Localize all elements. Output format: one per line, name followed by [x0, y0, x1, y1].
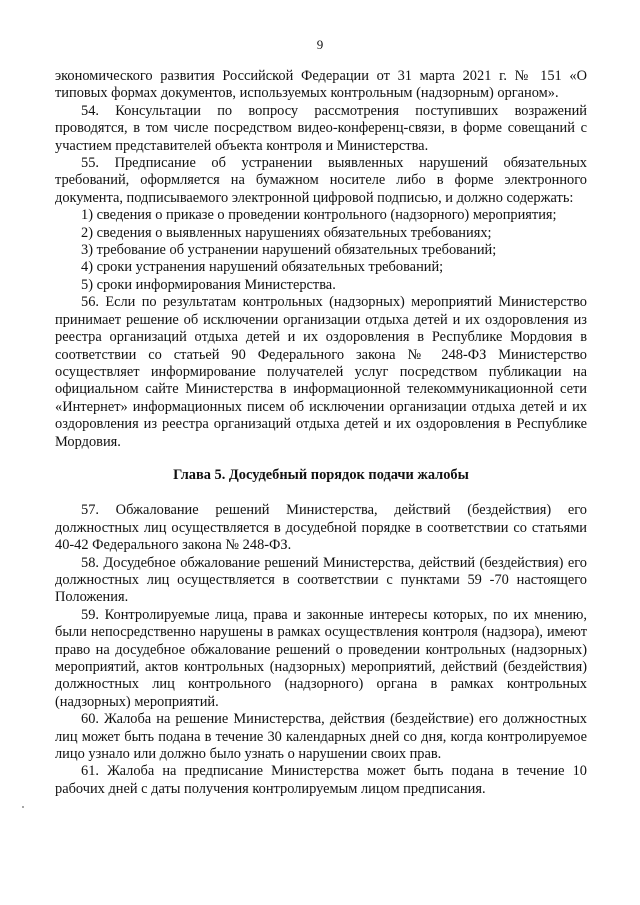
- paragraph-61: 61. Жалоба на предписание Министерства может быть подана в течение 10 рабочих дней с даты получения контролируемым лицом предписания.: [55, 763, 587, 797]
- paragraph-56: 56. Если по результатам контрольных (надзорных) мероприятий Министерство принимает решение об исключении организации отдыха детей и их оздоровления из реестра организаций отдыха детей и их оздоровления в Республике Мордовия в соответствии со статьей 90 Федерального закона № 248-ФЗ Министерство осуществляет информирование получателей услуг посредством публикации на официальном сайте Министерства в информационной телекоммуникационной сети «Интернет» информационных писем об исключении организации отдыха детей и их оздоровления из реестра организаций отдыха детей и их оздоровления в Республике Мордовия.: [55, 294, 587, 450]
- scan-speck: [22, 806, 24, 808]
- list-item-3: 3) требование об устранении нарушений обязательных требований;: [81, 242, 497, 259]
- paragraph-58: 58. Досудебное обжалование решений Министерства, действий (бездействия) его должностных лиц осуществляется в соответствии с пунктами 59 -70 настоящего Положения.: [55, 554, 587, 606]
- list-item-4: 4) сроки устранения нарушений обязательных требований;: [81, 259, 444, 276]
- paragraph-57: 57. Обжалование решений Министерства, действий (бездействия) его должностных лиц осуществляется в досудебной порядке в соответствии со статьями 40-42 Федерального закона № 248-ФЗ.: [55, 502, 587, 554]
- paragraph-55: 55. Предписание об устранении выявленных нарушений обязательных требований, оформляется на бумажном носителе либо в форме электронного документа, подписываемого электронной цифровой подписью, и должно содержать:: [55, 155, 587, 206]
- list-item-5: 5) сроки информирования Министерства.: [81, 276, 336, 293]
- list-item-2: 2) сведения о выявленных нарушениях обязательных требованиях;: [81, 224, 492, 241]
- paragraph-54: 54. Консультации по вопросу рассмотрения поступивших возражений проводятся, в том числе посредством видео-конференц-связи, в форме совещаний с участием представителей объекта контроля и Министерства.: [55, 102, 587, 154]
- document-body: [55, 68, 587, 798]
- chapter-heading: Глава 5. Досудебный порядок подачи жалобы: [173, 466, 469, 483]
- list-item-1: 1) сведения о приказе о проведении контрольного (надзорного) мероприятия;: [81, 207, 557, 224]
- page-number: 9: [316, 37, 324, 52]
- paragraph-60: 60. Жалоба на решение Министерства, действия (бездействие) его должностных лиц может быть подана в течение 30 календарных дней со дня, когда контролируемое лицо узнало или должно было узнать о нарушении своих прав.: [55, 711, 587, 763]
- paragraph-59: 59. Контролируемые лица, права и законные интересы которых, по их мнению, были непосредственно нарушены в рамках осуществления контроля (надзора), имеют право на досудебное обжалование решений о проведении контрольных (надзорных) мероприятий, актов контрольных (надзорных) мероприятий, действий (бездействия) должностных лиц контрольного (надзорного) органа в рамках контрольных (надзорных) мероприятий.: [55, 606, 587, 710]
- paragraph-continuation: экономического развития Российской Федерации от 31 марта 2021 г. № 151 «О типовых формах документов, используемых контрольным (надзорным) органом».: [55, 68, 587, 102]
